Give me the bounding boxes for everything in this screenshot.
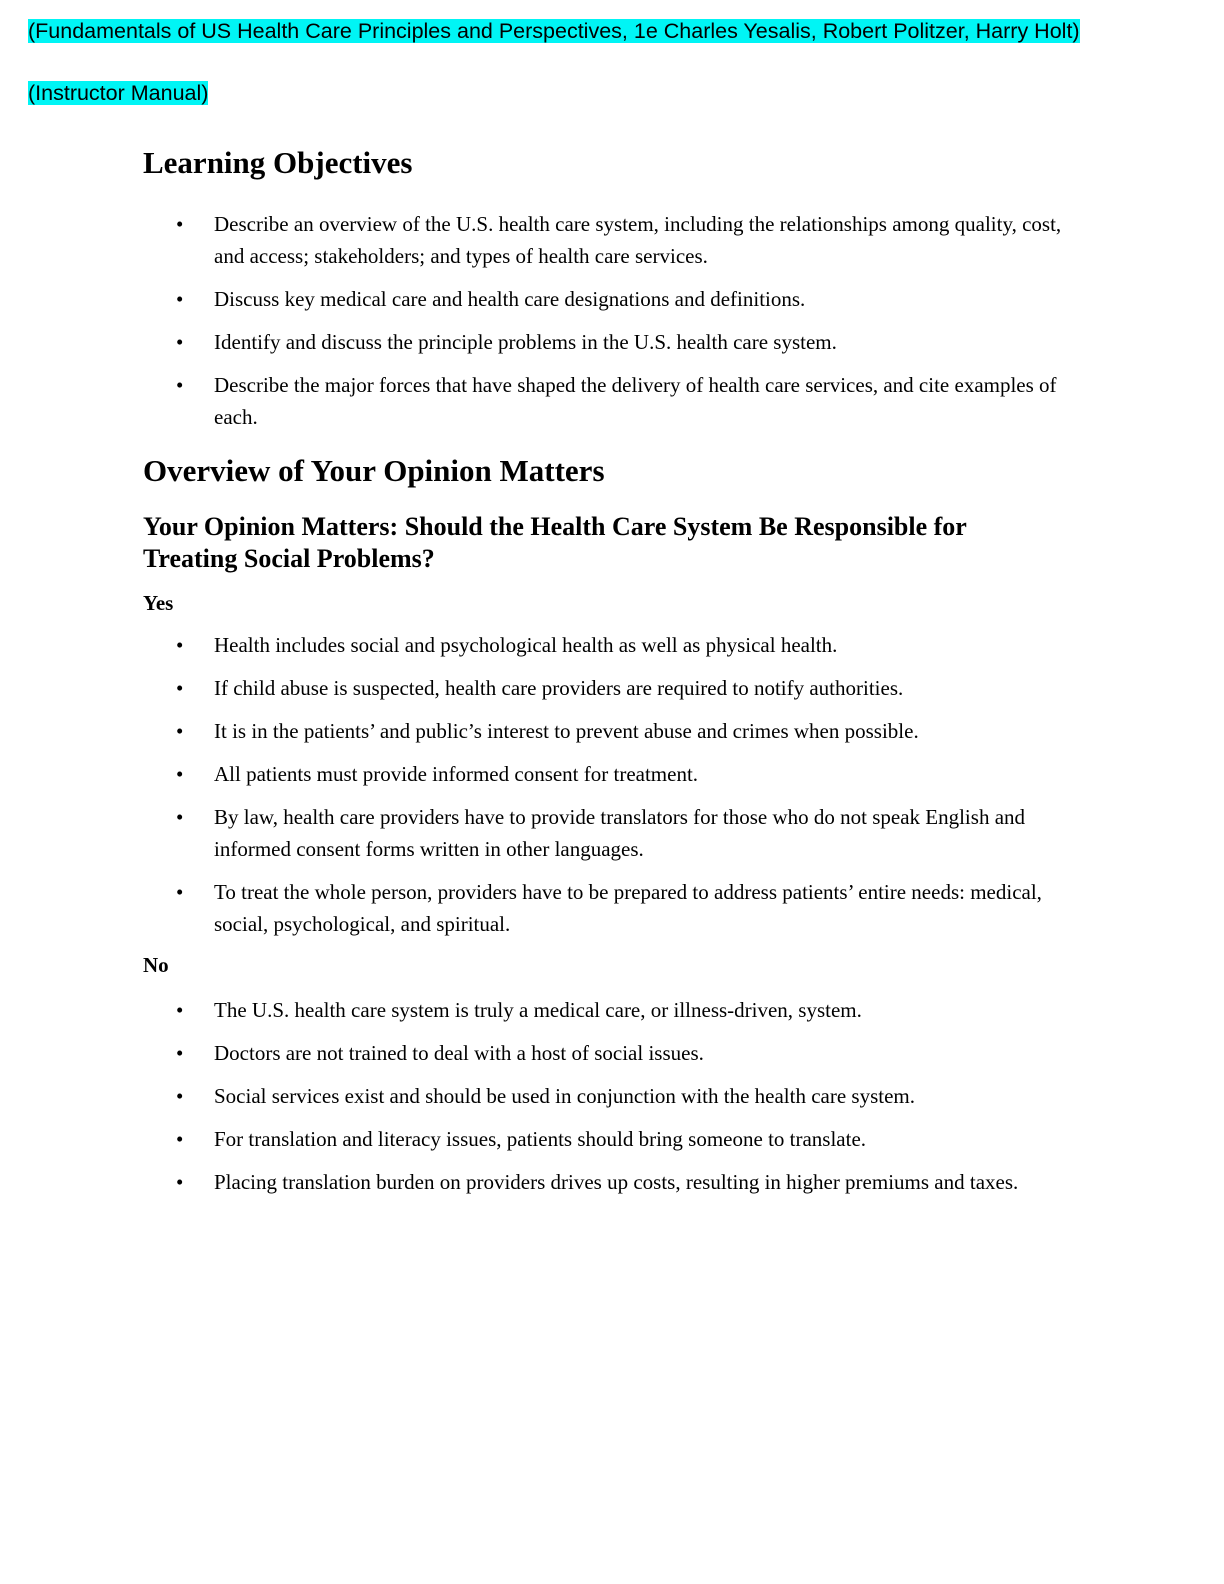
list-item: [143, 283, 1074, 315]
header-title-line: [28, 18, 1080, 45]
document-body: [143, 143, 1103, 1209]
no-list: [143, 994, 1103, 1198]
list-item: [143, 672, 1074, 704]
list-item-text: If child abuse is suspected, health care providers are required to notify authorities.: [214, 676, 904, 700]
bullet-icon: •: [176, 373, 184, 397]
yes-list: [143, 629, 1103, 940]
list-item-text: To treat the whole person, providers have to be prepared to address patients’ entire needs: medical, social, psychological, and spiritual.: [214, 880, 1042, 936]
list-item-text: Placing translation burden on providers drives up costs, resulting in higher premiums and taxes.: [214, 1170, 1019, 1194]
bullet-icon: •: [176, 1127, 184, 1151]
list-item-text: Health includes social and psychological health as well as physical health.: [214, 633, 838, 657]
opinion-subheading: Your Opinion Matters: Should the Health Care System Be Responsible for Treating Social Problems?: [143, 512, 967, 573]
bullet-icon: •: [176, 1170, 184, 1194]
no-label: No: [143, 953, 169, 977]
list-item: [143, 1166, 1074, 1198]
learning-objectives-list: [143, 208, 1103, 433]
list-item: [143, 369, 1074, 433]
bullet-icon: •: [176, 633, 184, 657]
list-item: [143, 1123, 1074, 1155]
yes-label: Yes: [143, 591, 174, 615]
list-item-text: All patients must provide informed consent for treatment.: [214, 762, 699, 786]
list-item: [143, 994, 1074, 1026]
bullet-icon: •: [176, 330, 184, 354]
list-item: [143, 208, 1074, 272]
list-item: [143, 801, 1074, 865]
list-item-text: The U.S. health care system is truly a medical care, or illness-driven, system.: [214, 998, 862, 1022]
list-item-text: For translation and literacy issues, patients should bring someone to translate.: [214, 1127, 867, 1151]
list-item: [143, 326, 1074, 358]
bullet-icon: •: [176, 1041, 184, 1065]
list-item: [143, 876, 1074, 940]
list-item: [143, 715, 1074, 747]
list-item-text: Social services exist and should be used in conjunction with the health care system.: [214, 1084, 915, 1108]
bullet-icon: •: [176, 805, 184, 829]
list-item-text: Describe an overview of the U.S. health care system, including the relationships among quality, cost, and access; stakeholders; and types of health care services.: [214, 212, 1062, 268]
header-subtitle-highlight: (Instructor Manual): [28, 81, 209, 105]
bullet-icon: •: [176, 880, 184, 904]
overview-heading: Overview of Your Opinion Matters: [143, 453, 605, 488]
list-item-text: Identify and discuss the principle problems in the U.S. health care system.: [214, 330, 837, 354]
header-subtitle-line: [28, 80, 208, 107]
header-title-highlight: (Fundamentals of US Health Care Principles and Perspectives, 1e Charles Yesalis, Robert Politzer, Harry Holt): [28, 19, 1080, 43]
list-item: [143, 629, 1074, 661]
bullet-icon: •: [176, 1084, 184, 1108]
bullet-icon: •: [176, 676, 184, 700]
bullet-icon: •: [176, 719, 184, 743]
list-item: [143, 758, 1074, 790]
list-item: [143, 1080, 1074, 1112]
list-item-text: It is in the patients’ and public’s interest to prevent abuse and crimes when possible.: [214, 719, 919, 743]
learning-objectives-heading: Learning Objectives: [143, 145, 413, 180]
bullet-icon: •: [176, 762, 184, 786]
list-item-text: Doctors are not trained to deal with a host of social issues.: [214, 1041, 704, 1065]
list-item: [143, 1037, 1074, 1069]
list-item-text: Describe the major forces that have shaped the delivery of health care services, and cite examples of each.: [214, 373, 1057, 429]
list-item-text: By law, health care providers have to provide translators for those who do not speak English and informed consent forms written in other languages.: [214, 805, 1026, 861]
bullet-icon: •: [176, 998, 184, 1022]
bullet-icon: •: [176, 287, 184, 311]
bullet-icon: •: [176, 212, 184, 236]
list-item-text: Discuss key medical care and health care designations and definitions.: [214, 287, 806, 311]
